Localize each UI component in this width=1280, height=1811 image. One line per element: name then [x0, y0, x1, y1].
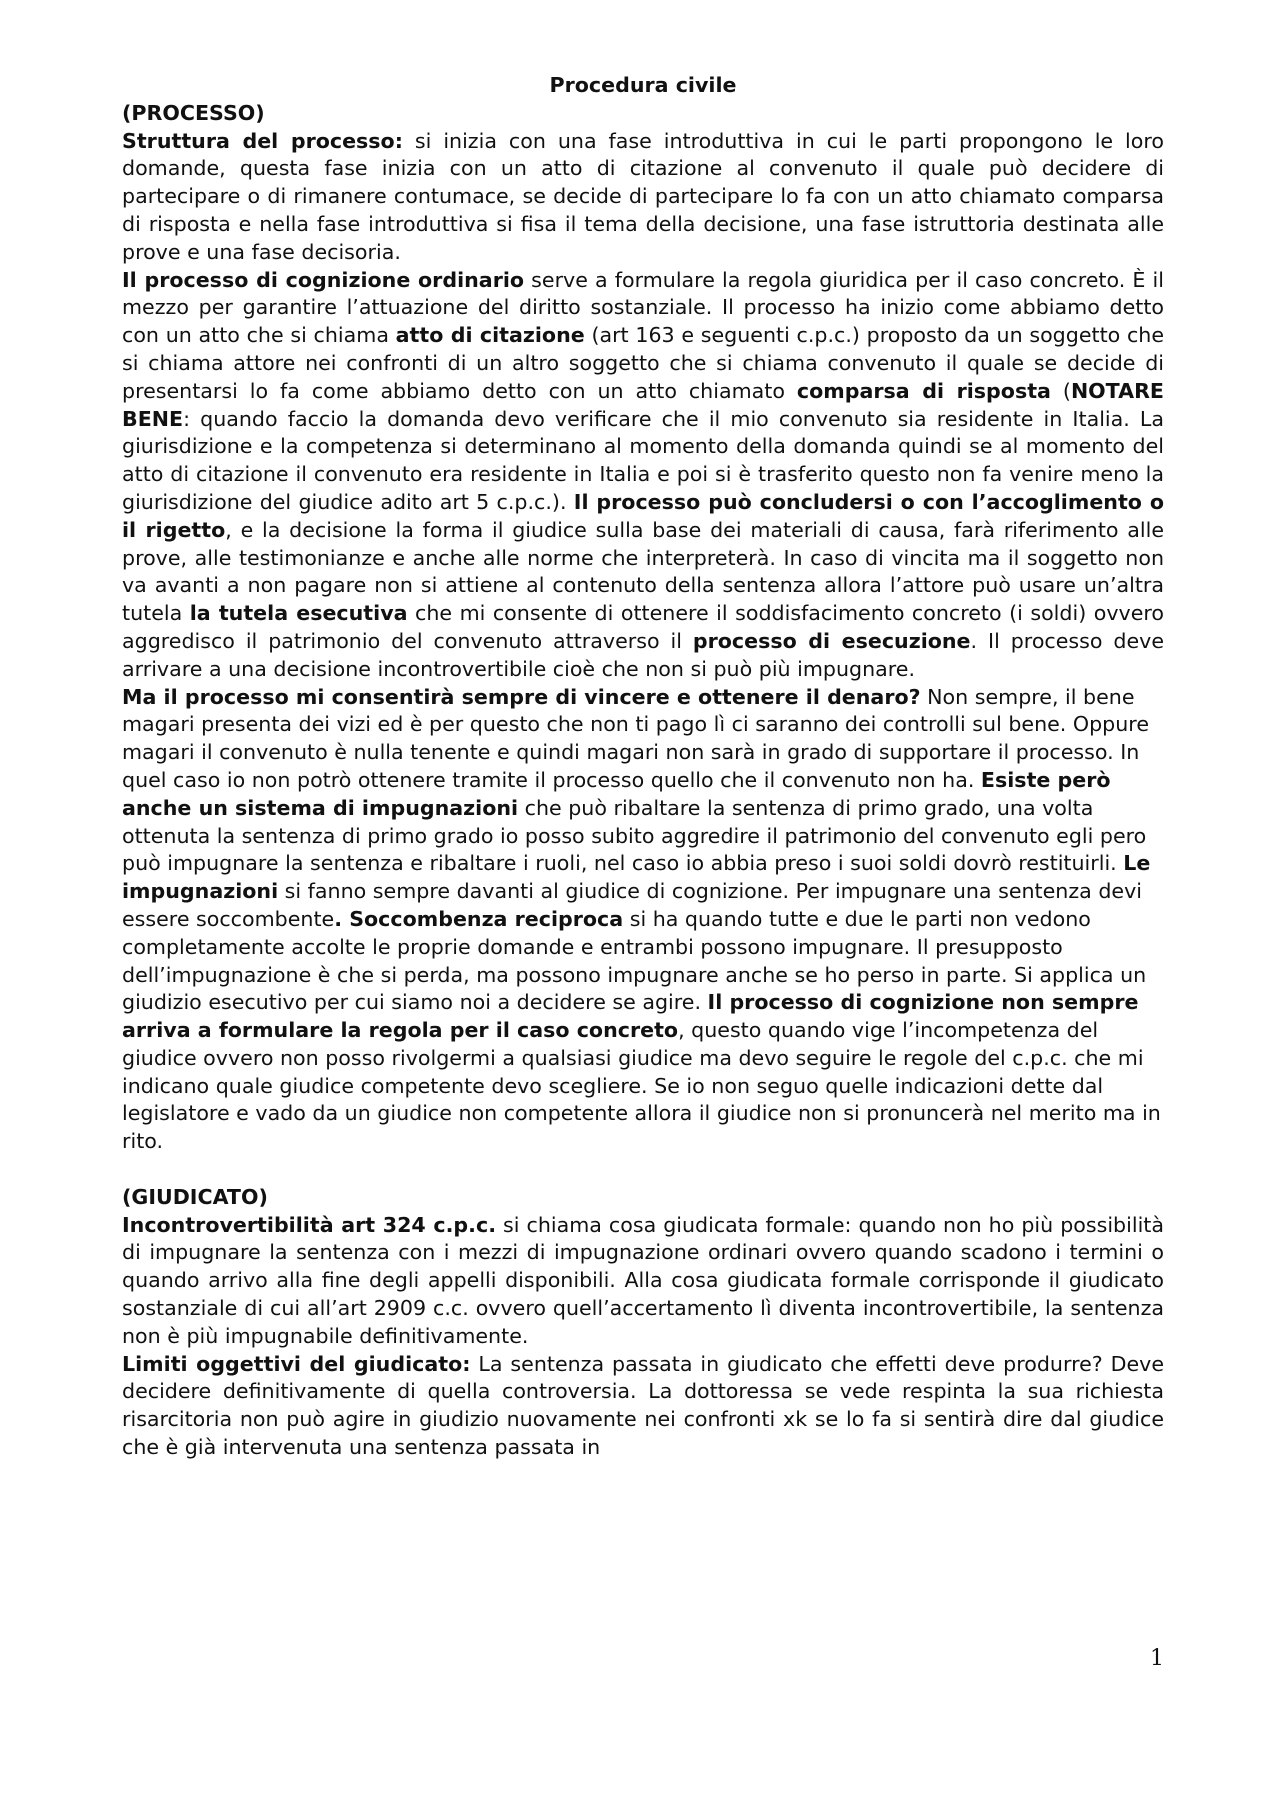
- text-run: si chiama cosa giudicata formale: quando non ho più possibilità di impugnare la sentenza con i mezzi di impugnazione ordinari ovvero quando scadono i termini o quando arrivo alla fine degli appelli disponibili. Alla cosa giudicata formale corrisponde il giudicato sostanziale di cui all’art 2909 c.c. ovvero quell’accertamento lì diventa incontrovertibile, la sentenza non è più impugnabile definitivamente.: [122, 1212, 1164, 1348]
- bold-text-run: Struttura del processo:: [122, 128, 403, 153]
- text-run: si inizia con una fase introduttiva in cui le parti propongono le loro domande, questa fase inizia con un atto di citazione al convenuto il quale può decidere di partecipare o di rimanere contumace, se decide di partecipare lo fa con un atto chiamato comparsa di risposta e nella fase introduttiva si fisa il tema della decisione, una fase istruttoria destinata alle prove e una fase decisoria.: [122, 128, 1164, 264]
- section-heading-giudicato: (GIUDICATO): [122, 1184, 268, 1209]
- bold-text-run: Le impugnazioni: [122, 851, 1151, 904]
- document-title: Procedura civile: [549, 73, 737, 97]
- bold-text-run: processo di esecuzione: [692, 628, 971, 653]
- bold-text-run: atto di citazione: [395, 323, 585, 348]
- text-run: si ha quando tutte e due le parti non vedono completamente accolte le proprie domande e entrambi possono impugnare. Il presupposto dell’impugnazione è che si perda, ma possono impugnare anche se ho perso in parte. Si applica un giudizio esecutivo per cui siamo noi a decidere se agire.: [122, 906, 1147, 1015]
- bold-text-run: Il processo di cognizione ordinario: [122, 267, 525, 292]
- bold-text-run: Limiti oggettivi del giudicato:: [122, 1351, 471, 1376]
- bold-text-run: Il processo può concludersi o con l’accoglimento o il rigetto: [122, 489, 1164, 542]
- text-run: che mi consente di ottenere il soddisfacimento concreto (i soldi) ovvero aggredisco il patrimonio del convenuto attraverso il: [122, 601, 1164, 653]
- blank-line: [122, 1156, 1164, 1184]
- paragraph-incontrovertibilita: [122, 1212, 1164, 1351]
- section-heading-processo: (PROCESSO): [122, 100, 265, 125]
- text-run: La sentenza passata in giudicato che effetti deve produrre? Deve decidere definitivamente di quella controversia. La dottoressa se vede respinta la sua richiesta risarcitoria non può agire in giudizio nuovamente nei confronti xk se lo fa si sentirà dire dal giudice che è già intervenuta una sentenza passata in: [122, 1351, 1164, 1460]
- text-run: : quando faccio la domanda devo verificare che il mio convenuto sia residente in Italia. La giurisdizione e la competenza si determinano al momento della domanda quindi se al momento del atto di citazione il convenuto era residente in Italia e poi si è trasferito questo non fa venire meno la giurisdizione del giudice adito art 5 c.p.c.).: [122, 406, 1164, 514]
- paragraph-struttura: [122, 128, 1164, 267]
- bold-text-run: Incontrovertibilità art 324 c.p.c.: [122, 1212, 497, 1237]
- bold-text-run: NOTARE BENE: [122, 378, 1164, 431]
- bold-text-run: Ma il processo mi consentirà sempre di vincere e ottenere il denaro?: [122, 684, 921, 709]
- bold-text-run: la tutela esecutiva: [189, 601, 408, 626]
- document-page: [122, 72, 1164, 1462]
- paragraph-limiti-oggettivi: [122, 1351, 1164, 1462]
- bold-text-run: Il processo di cognizione non sempre arriva a formulare la regola per il caso concreto: [122, 990, 1139, 1043]
- paragraph-processo-cognizione: [122, 267, 1164, 684]
- text-run: si fanno sempre davanti al giudice di cognizione. Per impugnare una sentenza devi essere soccombente: [122, 879, 1142, 931]
- text-run: (: [1050, 378, 1071, 403]
- bold-text-run: comparsa di risposta: [796, 378, 1051, 403]
- text-run: , questo quando vige l’incompetenza del giudice ovvero non posso rivolgermi a qualsiasi giudice ma devo seguire le regole del c.p.c. che mi indicano quale giudice competente devo scegliere. Se io non seguo quelle indicazioni dette dal legislatore e vado da un giudice non competente allora il giudice non si pronuncerà nel merito ma in rito.: [122, 1018, 1161, 1154]
- text-run: , e la decisione la forma il giudice sulla base dei materiali di causa, farà riferimento alle prove, alle testimonianze e anche alle norme che interpreterà. In caso di vincita ma il soggetto non va avanti a non pagare non si attiene al contenuto della sentenza allora l’attore può usare un’altra tutela: [122, 517, 1164, 626]
- bold-text-run: Esiste però anche un sistema di impugnazioni: [122, 767, 1111, 820]
- text-run: Non sempre, il bene magari presenta dei vizi ed è per questo che non ti pago lì ci saranno dei controlli sul bene. Oppure magari il convenuto è nulla tenente e quindi magari non sarà in grado di supportare il processo. In quel caso io non potrò ottenere tramite il processo quello che il convenuto non ha.: [122, 684, 1149, 792]
- text-run: (art 163 e seguenti c.p.c.) proposto da un soggetto che si chiama attore nei confronti di un altro soggetto che si chiama convenuto il quale se decide di presentarsi lo fa come abbiamo detto con un atto chiamato: [122, 323, 1165, 403]
- bold-text-run: . Soccombenza reciproca: [334, 906, 624, 931]
- text-run: serve a formulare la regola giuridica per il caso concreto. È il mezzo per garantire l’attuazione del diritto sostanziale. Il processo ha inizio come abbiamo detto con un atto che si chiama: [122, 267, 1164, 348]
- paragraph-impugnazioni: [122, 684, 1164, 1157]
- page-number: 1: [1150, 1646, 1164, 1671]
- text-run: che può ribaltare la sentenza di primo grado, una volta ottenuta la sentenza di primo grado io posso subito aggredire il patrimonio del convenuto egli pero può impugnare la sentenza e ribaltare i ruoli, nel caso io abbia preso i suoi soldi dovrò restituirli.: [122, 795, 1147, 876]
- text-run: . Il processo deve arrivare a una decisione incontrovertibile cioè che non si può più impugnare.: [122, 628, 1164, 681]
